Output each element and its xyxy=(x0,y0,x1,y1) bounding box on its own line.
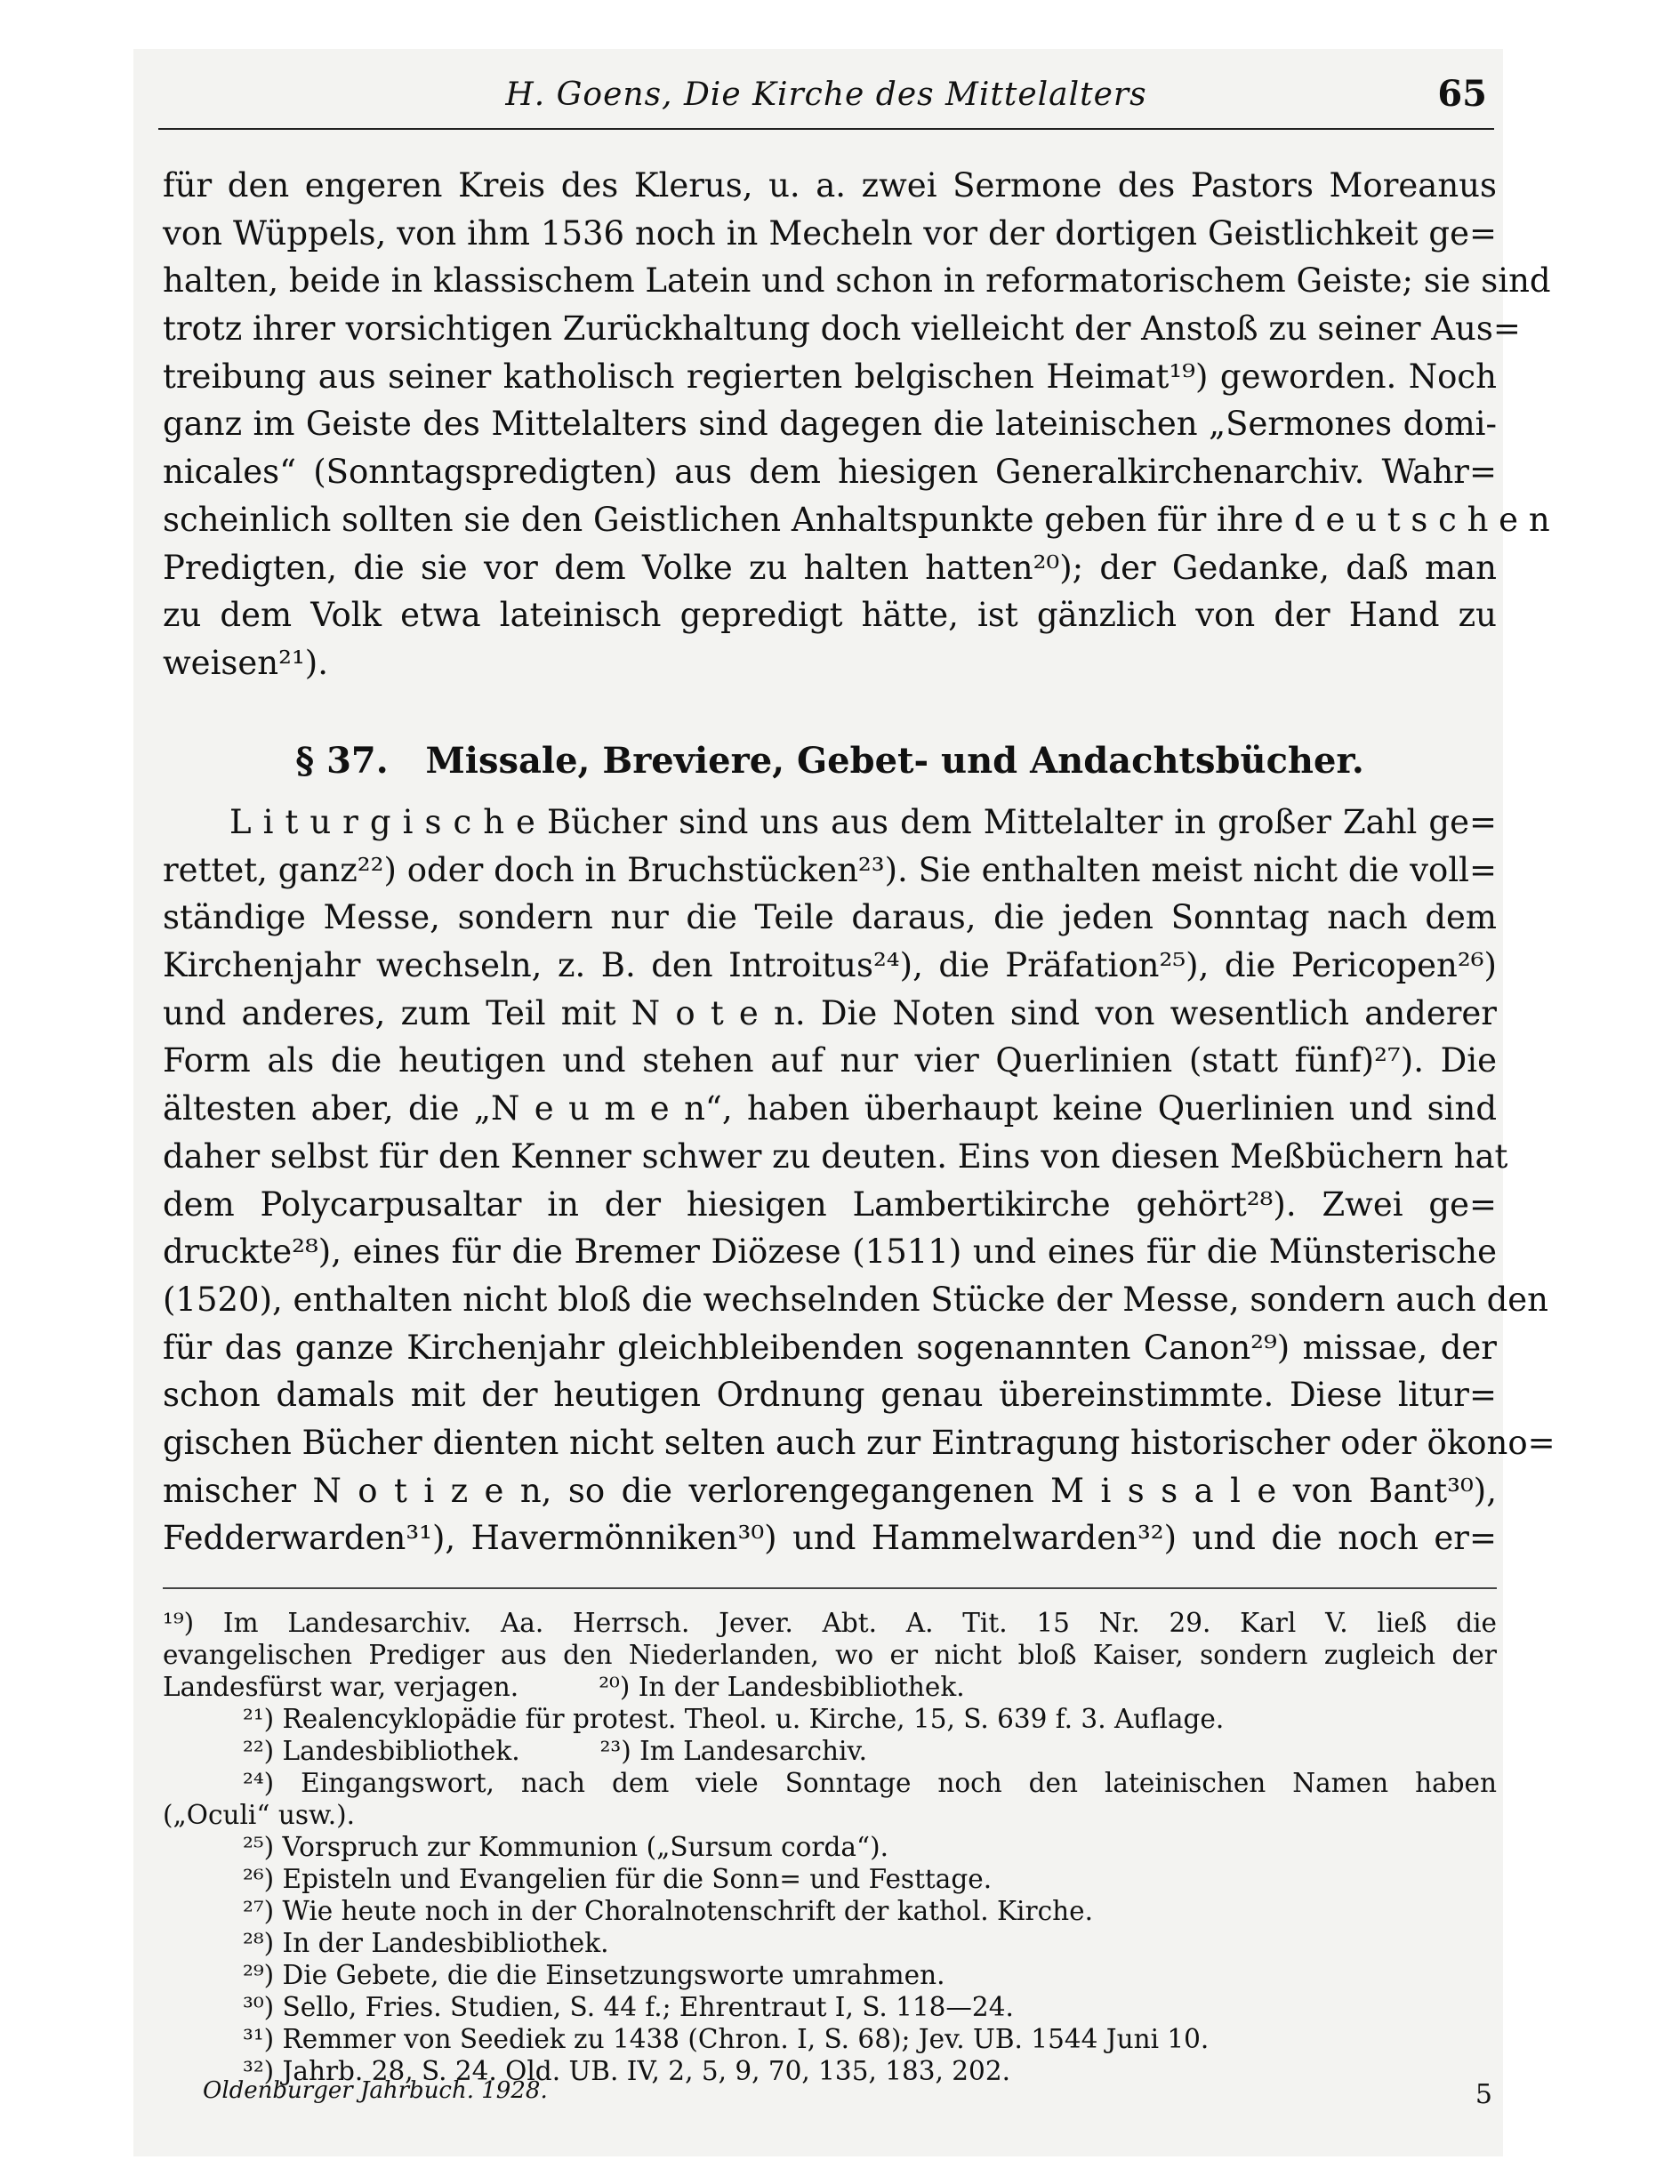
text-line: (1520), enthalten nicht bloß die wechselnden Stücke der Messe, sondern auch den xyxy=(163,1280,1548,1319)
text-line: zu dem Volk etwa lateinisch gepredigt hätte, ist gänzlich von der Hand zu xyxy=(163,596,1497,635)
signature-mark: 5 xyxy=(1475,2079,1492,2110)
text-line: von Wüppels, von ihm 1536 noch in Mecheln vor der dortigen Geistlichkeit ge= xyxy=(163,213,1497,253)
text-line: Form als die heutigen und stehen auf nur vier Querlinien (statt fünf)²⁷). Die xyxy=(163,1041,1497,1080)
footnote: ³⁰) Sello, Fries. Studien, S. 44 f.; Ehrentraut I, S. 118—24. xyxy=(243,1992,1014,2022)
text-line: mischer N o t i z e n, so die verlorengegangenen M i s s a l e von Bant³⁰), xyxy=(163,1471,1497,1510)
footnotes xyxy=(163,1607,1497,2087)
text-line: gischen Bücher dienten nicht selten auch zur Eintragung historischer oder ökono= xyxy=(163,1423,1555,1462)
footnote: ²²) Landesbibliothek. xyxy=(243,1736,520,1766)
page-footer xyxy=(203,2077,1492,2113)
text-line: L i t u r g i s c h e Bücher sind uns aus dem Mittelalter in großer Zahl ge= xyxy=(229,803,1497,841)
footnote-row xyxy=(163,1735,1497,1767)
footnote: ²⁵) Vorspruch zur Kommunion („Sursum corda“). xyxy=(243,1832,888,1862)
section-heading xyxy=(163,740,1497,782)
section-number: § 37. xyxy=(295,740,389,782)
journal-imprint: Oldenburger Jahrbuch. 1928. xyxy=(203,2077,548,2104)
text-line: Kirchenjahr wechseln, z. B. den Introitus²⁴), die Präfation²⁵), die Pericopen²⁶) xyxy=(163,946,1497,985)
text-line: druckte²⁸), eines für die Bremer Diözese (1511) und eines für die Münsterische xyxy=(163,1233,1497,1272)
footnote: evangelischen Prediger aus den Niederlanden, wo er nicht bloß Kaiser, sondern zugleich der xyxy=(163,1640,1497,1670)
text-line: daher selbst für den Kenner schwer zu deuten. Eins von diesen Meßbüchern hat xyxy=(163,1136,1508,1176)
footnote: ²⁸) In der Landesbibliothek. xyxy=(243,1928,609,1958)
footnote-row xyxy=(163,1671,1497,1703)
running-title: H. Goens, Die Kirche des Mittelalters xyxy=(505,76,1147,113)
text-line: rettet, ganz²²) oder doch in Bruchstücken²³). Sie enthalten meist nicht die voll= xyxy=(163,850,1497,889)
text-line: Fedderwarden³¹), Havermönniken³⁰) und Hammelwarden³²) und die noch er= xyxy=(163,1519,1497,1558)
text-line: und anderes, zum Teil mit N o t e n. Die Noten sind von wesentlich anderer xyxy=(163,993,1497,1032)
page-header xyxy=(158,71,1494,130)
footnote: ²⁶) Episteln und Evangelien für die Sonn= und Festtage. xyxy=(243,1864,993,1894)
footnote: ³¹) Remmer von Seediek zu 1438 (Chron. I, S. 68); Jev. UB. 1544 Juni 10. xyxy=(243,2024,1210,2054)
text-line: scheinlich sollten sie den Geistlichen Anhaltspunkte geben für ihre d e u t s c h e n xyxy=(163,500,1550,539)
footnote: ¹⁹) Im Landesarchiv. Aa. Herrsch. Jever. Abt. A. Tit. 15 Nr. 29. Karl V. ließ die xyxy=(163,1608,1497,1638)
text-line: Predigten, die sie vor dem Volke zu halten hatten²⁰); der Gedanke, daß man xyxy=(163,548,1497,587)
footnote: ²³) Im Landesarchiv. xyxy=(599,1736,867,1766)
text-line: ganz im Geiste des Mittelalters sind dagegen die lateinischen „Sermones domi- xyxy=(163,405,1497,444)
page-number: 65 xyxy=(1437,73,1487,115)
text-line: trotz ihrer vorsichtigen Zurückhaltung doch vielleicht der Anstoß zu seiner Aus= xyxy=(163,309,1521,349)
footnote: ³²) Jahrb. 28, S. 24. Old. UB. IV, 2, 5, 9, 70, 135, 183, 202. xyxy=(243,2056,1010,2086)
section-title: Missale, Breviere, Gebet- und Andachtsbücher. xyxy=(425,740,1364,782)
text-line: ältesten aber, die „N e u m e n“, haben überhaupt keine Querlinien und sind xyxy=(163,1089,1497,1128)
text-line: für den engeren Kreis des Klerus, u. a. zwei Sermone des Pastors Moreanus xyxy=(163,166,1497,205)
footnote: Landesfürst war, verjagen. xyxy=(163,1672,519,1702)
text-line: nicales“ (Sonntagspredigten) aus dem hiesigen Generalkirchenarchiv. Wahr= xyxy=(163,453,1497,492)
footnote: („Oculi“ usw.). xyxy=(163,1800,355,1830)
body-paragraph-continued xyxy=(163,162,1551,687)
footnote: ²¹) Realencyklopädie für protest. Theol. u. Kirche, 15, S. 639 f. 3. Auflage. xyxy=(243,1704,1225,1734)
footnote: ²⁴) Eingangswort, nach dem viele Sonntage noch den lateinischen Namen haben xyxy=(243,1768,1497,1798)
text-line: treibung aus seiner katholisch regierten belgischen Heimat¹⁹) geworden. Noch xyxy=(163,357,1497,396)
text-line: für das ganze Kirchenjahr gleichbleibenden sogenannten Canon²⁹) missae, der xyxy=(163,1328,1497,1367)
text-line: ständige Messe, sondern nur die Teile daraus, die jeden Sonntag nach dem xyxy=(163,898,1497,937)
footnote-divider xyxy=(163,1587,1497,1589)
text-line: dem Polycarpusaltar in der hiesigen Lambertikirche gehört²⁸). Zwei ge= xyxy=(163,1184,1497,1224)
text-line: halten, beide in klassischem Latein und schon in reformatorischem Geiste; sie sind xyxy=(163,261,1551,301)
footnote: ²⁷) Wie heute noch in der Choralnotenschrift der kathol. Kirche. xyxy=(243,1896,1093,1926)
text-line: weisen²¹). xyxy=(163,643,328,682)
text-line: schon damals mit der heutigen Ordnung genau übereinstimmte. Diese litur= xyxy=(163,1376,1497,1415)
footnote: ²⁰) In der Landesbibliothek. xyxy=(599,1672,965,1702)
body-paragraph-liturgical xyxy=(163,799,1555,1562)
footnote: ²⁹) Die Gebete, die die Einsetzungsworte umrahmen. xyxy=(243,1960,945,1990)
